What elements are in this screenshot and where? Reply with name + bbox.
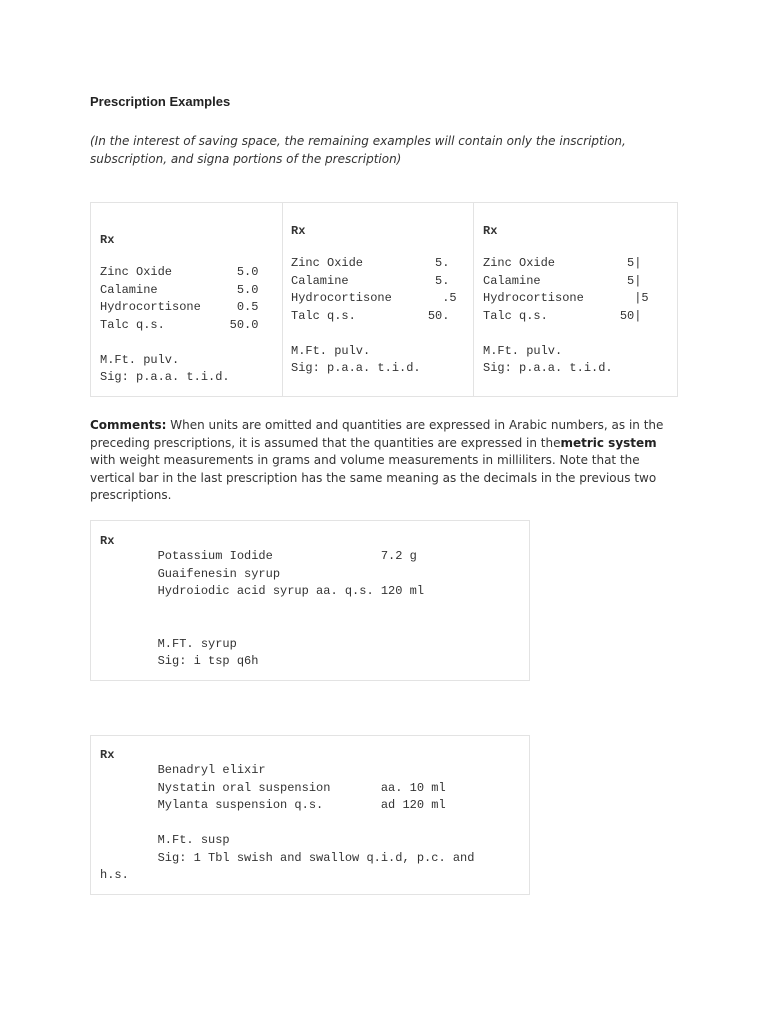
rx-label: Rx <box>100 233 115 247</box>
intro-note: (In the interest of saving space, the remaining examples will contain only the inscription, subscription, and signa portions of the prescription) <box>90 134 626 166</box>
prescription-table <box>90 202 678 397</box>
prescription-body: Zinc Oxide 5| Calamine 5| Hydrocortisone |5 Talc q.s. 50| M.Ft. pulv. Sig: p.a.a. t.i.d. <box>483 256 649 375</box>
prescription-body: Zinc Oxide 5. Calamine 5. Hydrocortisone .5 Talc q.s. 50. M.Ft. pulv. Sig: p.a.a. t.i.d. <box>291 256 457 375</box>
comments-paragraph <box>90 417 680 505</box>
prescription-body: Potassium Iodide 7.2 g Guaifenesin syrup Hydroiodic acid syrup aa. q.s. 120 ml M.FT. syrup Sig: i tsp q6h <box>157 549 425 668</box>
prescription-body: Zinc Oxide 5.0 Calamine 5.0 Hydrocortisone 0.5 Talc q.s. 50.0 M.Ft. pulv. Sig: p.a.a. t.i.d. <box>100 265 259 384</box>
metric-system-term: metric system <box>560 435 657 450</box>
rx-label: Rx <box>100 748 115 762</box>
rx-label: Rx <box>100 534 115 548</box>
prescription-content <box>100 534 424 671</box>
comments-text-1: When units are omitted and quantities are expressed in Arabic numbers, as in the preceding prescriptions, it is assumed that the quantities are expressed in the <box>90 418 664 450</box>
comments-label: Comments: <box>90 418 167 432</box>
page-title: Prescription Examples <box>90 94 231 109</box>
prescription-column-3 <box>483 224 649 378</box>
prescription-body: Benadryl elixir Nystatin oral suspension aa. 10 ml Mylanta suspension q.s. ad 120 ml M.Ft. susp Sig: 1 Tbl swish and swallow q.i.d, p.c. and h.s. <box>100 763 475 882</box>
column-divider <box>282 203 283 396</box>
prescription-column-1 <box>100 233 258 387</box>
prescription-box-syrup <box>90 520 530 681</box>
rx-label: Rx <box>291 224 306 238</box>
prescription-box-suspension <box>90 735 530 895</box>
prescription-column-2 <box>291 224 457 378</box>
rx-label: Rx <box>483 224 498 238</box>
prescription-content <box>100 748 474 885</box>
column-divider <box>473 203 474 396</box>
comments-text-2: with weight measurements in grams and volume measurements in milliliters. Note that the vertical bar in the last prescription has the same meaning as the decimals in the previous two prescriptions. <box>90 453 657 502</box>
